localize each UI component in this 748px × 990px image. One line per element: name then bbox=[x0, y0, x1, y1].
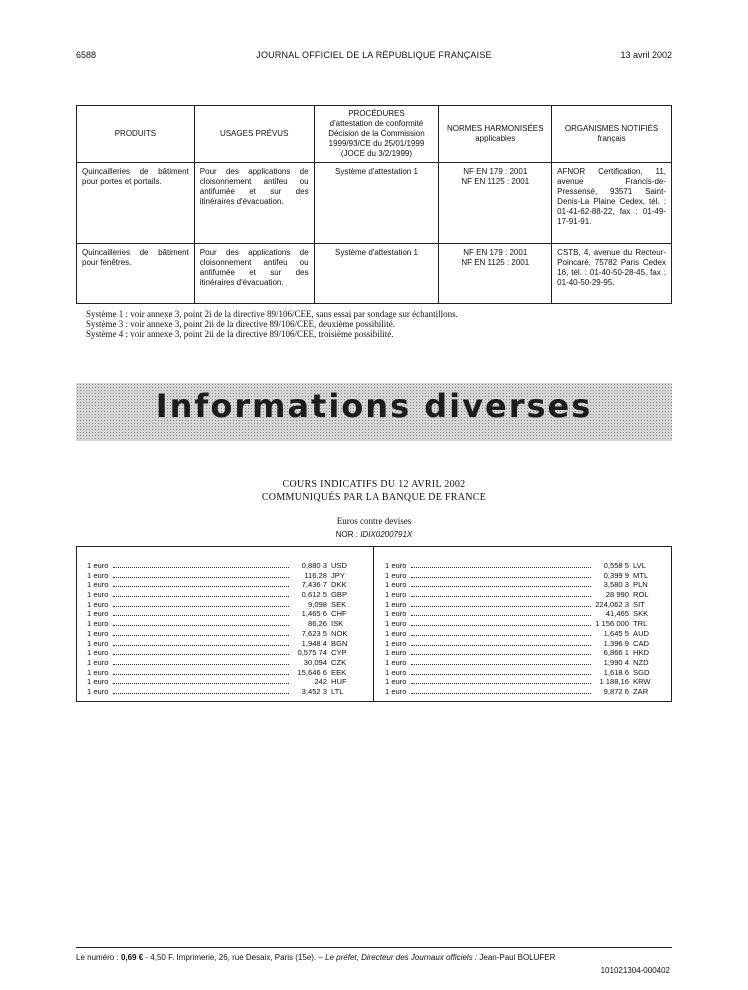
footer: Le numéro : 0,69 € - 4,50 F. Imprimerie, 26, rue Desaix, Paris (15e). – Le préfet, Directeur des Journaux officiels : Jean-Paul BOLUFER bbox=[76, 953, 556, 962]
leader-dots bbox=[411, 625, 591, 626]
rate-value: 28 990 bbox=[605, 590, 629, 600]
currency-code: SEK bbox=[331, 599, 347, 609]
price: 0,69 € bbox=[120, 953, 144, 962]
rate-row bbox=[87, 580, 359, 590]
table-header-row bbox=[77, 106, 672, 163]
rate-value: 1,618 6 bbox=[603, 667, 629, 677]
header-organismes: ORGANISMES NOTIFIÉS français bbox=[552, 106, 672, 163]
rate-row bbox=[385, 600, 661, 610]
currency-code: BGN bbox=[331, 638, 348, 648]
rate-value: 1,645 5 bbox=[603, 628, 629, 638]
currency-code: LVL bbox=[633, 561, 646, 570]
currency-code: HKD bbox=[633, 648, 650, 658]
exchange-rate-table bbox=[76, 546, 672, 702]
nor-reference: NOR : IDIX0200791X bbox=[335, 530, 413, 539]
rate-row bbox=[385, 609, 661, 619]
rate-row bbox=[87, 677, 359, 687]
rate-label: 1 euro bbox=[385, 599, 407, 609]
leader-dots bbox=[113, 683, 289, 684]
rate-value: 0,612 5 bbox=[301, 590, 327, 600]
rate-value: 1,948 4 bbox=[301, 638, 327, 648]
rate-value: 9,098 bbox=[307, 599, 327, 609]
currency-code: TRL bbox=[633, 619, 648, 629]
leader-dots bbox=[113, 596, 289, 597]
rate-row bbox=[385, 590, 661, 600]
currency-code: GBP bbox=[331, 590, 348, 600]
currency-code: ROL bbox=[633, 590, 649, 600]
currency-code: SIT bbox=[633, 599, 645, 609]
header-normes: NORMES HARMONISÉES applicables bbox=[439, 106, 552, 163]
cell-procedure: Système d'attestation 1 bbox=[314, 244, 439, 304]
rate-value: 6,866 1 bbox=[603, 648, 629, 658]
rate-label: 1 euro bbox=[385, 667, 407, 677]
rate-label: 1 euro bbox=[87, 570, 109, 580]
rate-value: 1 188,16 bbox=[599, 677, 629, 687]
rate-value: 1 156 000 bbox=[595, 619, 629, 629]
rate-row bbox=[87, 658, 359, 668]
rate-value: 9,872 6 bbox=[603, 686, 629, 696]
rate-label: 1 euro bbox=[385, 657, 407, 667]
leader-dots bbox=[411, 596, 591, 597]
column-divider bbox=[373, 547, 374, 701]
currency-code: USD bbox=[331, 561, 348, 570]
rate-value: 7,623 5 bbox=[301, 628, 327, 638]
currency-code: CYP bbox=[331, 648, 347, 658]
rate-value: 3,452 3 bbox=[301, 686, 327, 696]
section-title: Informations diverses bbox=[155, 387, 593, 425]
leader-dots bbox=[113, 635, 289, 636]
currency-code: PLN bbox=[633, 580, 648, 590]
currency-code: HUF bbox=[331, 677, 347, 687]
cell-produit: Quincailleries de bâtiment pour fenêtres. bbox=[77, 244, 195, 304]
rate-label: 1 euro bbox=[87, 561, 109, 570]
rate-value: 116,28 bbox=[304, 570, 327, 580]
rate-label: 1 euro bbox=[87, 657, 109, 667]
page-header bbox=[76, 50, 672, 64]
rate-label: 1 euro bbox=[385, 561, 407, 570]
currency-code: MTL bbox=[633, 570, 649, 580]
rate-value: 41,465 bbox=[605, 609, 629, 619]
rate-label: 1 euro bbox=[87, 590, 109, 600]
rate-row bbox=[87, 687, 359, 697]
leader-dots bbox=[411, 635, 591, 636]
currency-code: CAD bbox=[633, 638, 650, 648]
rate-label: 1 euro bbox=[87, 648, 109, 658]
rate-value: 1,990 4 bbox=[603, 657, 629, 667]
leader-dots bbox=[411, 606, 591, 607]
note-line: Système 3 : voir annexe 3, point 2ii de la directive 89/106/CEE, deuxième possibilité. bbox=[86, 319, 395, 329]
currency-code: LTL bbox=[331, 686, 344, 696]
rate-label: 1 euro bbox=[87, 638, 109, 648]
currency-code: AUD bbox=[633, 628, 650, 638]
rate-label: 1 euro bbox=[87, 667, 109, 677]
table-row bbox=[77, 244, 672, 304]
rate-value: 0,558 5 bbox=[603, 561, 629, 570]
cell-organisme: CSTB, 4, avenue du Recteur-Poincaré, 75782 Paris Cedex 16, tél. : 01-40-50-28-45, fax : 01-40-50-29-95. bbox=[552, 244, 672, 304]
currency-code: DKK bbox=[331, 580, 347, 590]
rate-label: 1 euro bbox=[87, 628, 109, 638]
rate-row bbox=[87, 609, 359, 619]
document-code: 101021304-000402 bbox=[600, 966, 670, 975]
page-number: 6588 bbox=[76, 50, 97, 60]
rate-value: 3,580 3 bbox=[603, 580, 629, 590]
rate-row bbox=[385, 658, 661, 668]
leader-dots bbox=[411, 674, 591, 675]
currency-code: JPY bbox=[331, 570, 345, 580]
footer-rule bbox=[76, 947, 672, 948]
currency-code: KRW bbox=[633, 677, 651, 687]
header-produits: PRODUITS bbox=[77, 106, 195, 163]
leader-dots bbox=[411, 664, 591, 665]
rate-label: 1 euro bbox=[87, 686, 109, 696]
currency-code: SGD bbox=[633, 667, 650, 677]
currency-code: CHF bbox=[331, 609, 347, 619]
rate-label: 1 euro bbox=[385, 580, 407, 590]
leader-dots bbox=[411, 586, 591, 587]
rate-label: 1 euro bbox=[385, 648, 407, 658]
rate-row bbox=[87, 668, 359, 678]
leader-dots bbox=[113, 674, 289, 675]
rate-value: 242 bbox=[314, 677, 327, 687]
currency-code: NOK bbox=[331, 628, 348, 638]
rate-row bbox=[385, 561, 661, 571]
note-line: Système 4 : voir annexe 3, point 2ii de la directive 89/106/CEE, troisième possibilité. bbox=[86, 329, 394, 339]
rate-row bbox=[87, 629, 359, 639]
rate-label: 1 euro bbox=[385, 570, 407, 580]
cours-subtitle: Euros contre devises bbox=[336, 516, 412, 526]
rate-label: 1 euro bbox=[385, 686, 407, 696]
cell-normes: NF EN 179 : 2001 NF EN 1125 : 2001 bbox=[439, 244, 552, 304]
leader-dots bbox=[411, 693, 591, 694]
leader-dots bbox=[113, 606, 289, 607]
leader-dots bbox=[411, 683, 591, 684]
currency-code: ISK bbox=[331, 619, 344, 629]
rate-row bbox=[385, 580, 661, 590]
rate-row bbox=[87, 619, 359, 629]
rate-row bbox=[87, 648, 359, 658]
rate-value: 0,575 74 bbox=[297, 648, 327, 658]
cell-normes: NF EN 179 : 2001 NF EN 1125 : 2001 bbox=[439, 163, 552, 244]
rate-row bbox=[385, 668, 661, 678]
rate-row bbox=[385, 629, 661, 639]
rate-row bbox=[87, 590, 359, 600]
product-table bbox=[76, 105, 672, 304]
rate-label: 1 euro bbox=[87, 609, 109, 619]
rate-value: 1,465 6 bbox=[301, 609, 327, 619]
table-row bbox=[77, 163, 672, 244]
rate-label: 1 euro bbox=[385, 628, 407, 638]
rate-value: 15,646 6 bbox=[297, 667, 327, 677]
rate-label: 1 euro bbox=[87, 599, 109, 609]
rates-right-column bbox=[385, 561, 661, 697]
rate-value: 7,436 7 bbox=[301, 580, 327, 590]
leader-dots bbox=[113, 567, 289, 568]
rate-value: 1,396 9 bbox=[603, 638, 629, 648]
currency-code: EEK bbox=[331, 667, 347, 677]
rate-label: 1 euro bbox=[385, 619, 407, 629]
rate-row bbox=[385, 619, 661, 629]
rate-row bbox=[385, 677, 661, 687]
currency-code: CZK bbox=[331, 657, 347, 667]
rate-label: 1 euro bbox=[385, 677, 407, 687]
rate-row bbox=[87, 561, 359, 571]
rate-label: 1 euro bbox=[385, 609, 407, 619]
leader-dots bbox=[113, 654, 289, 655]
cell-produit: Quincailleries de bâtiment pour portes et portails. bbox=[77, 163, 195, 244]
leader-dots bbox=[113, 577, 289, 578]
note-line: Système 1 : voir annexe 3, point 2i de la directive 89/106/CEE, sans essai par sondage sur échantillons. bbox=[86, 309, 458, 319]
system-notes bbox=[86, 309, 458, 339]
rate-row bbox=[385, 648, 661, 658]
rate-row bbox=[385, 639, 661, 649]
rate-value: 30,094 bbox=[303, 657, 327, 667]
leader-dots bbox=[113, 625, 289, 626]
cell-procedure: Système d'attestation 1 bbox=[314, 163, 439, 244]
cell-usage: Pour des applications de cloisonnement antifeu ou antifumée et sur des itinéraires d'évacuation. bbox=[194, 244, 314, 304]
leader-dots bbox=[411, 645, 591, 646]
issue-date: 13 avril 2002 bbox=[620, 50, 672, 60]
rate-value: 0,880 3 bbox=[301, 561, 327, 570]
rate-value: 0,399 9 bbox=[603, 570, 629, 580]
rates-left-column bbox=[87, 561, 359, 697]
rate-row bbox=[87, 600, 359, 610]
rate-value: 86,26 bbox=[307, 619, 327, 629]
leader-dots bbox=[113, 615, 289, 616]
cell-organisme: AFNOR Certification, 11, avenue Francis-de-Pressensé, 93571 Saint-Denis-La Plaine Cedex, tél. : 01-41-62-88-22, fax : 01-49-17-91-91. bbox=[552, 163, 672, 244]
cell-usage: Pour des applications de cloisonnement antifeu ou antifumée et sur des itinéraires d'évacuation. bbox=[194, 163, 314, 244]
journal-title: JOURNAL OFFICIEL DE LA RÉPUBLIQUE FRANÇAISE bbox=[256, 50, 492, 60]
leader-dots bbox=[113, 664, 289, 665]
director-name: Jean-Paul BOLUFER bbox=[479, 953, 556, 962]
rate-label: 1 euro bbox=[87, 619, 109, 629]
currency-code: SKK bbox=[633, 609, 649, 619]
leader-dots bbox=[411, 615, 591, 616]
rate-label: 1 euro bbox=[87, 677, 109, 687]
currency-code: NZD bbox=[633, 657, 649, 667]
cours-title: COURS INDICATIFS DU 12 AVRIL 2002 COMMUNIQUÉS PAR LA BANQUE DE FRANCE bbox=[261, 479, 487, 503]
rate-row bbox=[87, 571, 359, 581]
rate-row bbox=[87, 639, 359, 649]
rate-row bbox=[385, 687, 661, 697]
rate-row bbox=[385, 571, 661, 581]
rate-value: 224,062 3 bbox=[595, 599, 629, 609]
rate-label: 1 euro bbox=[385, 590, 407, 600]
leader-dots bbox=[411, 567, 591, 568]
currency-code: ZAR bbox=[633, 686, 649, 696]
leader-dots bbox=[113, 586, 289, 587]
leader-dots bbox=[411, 577, 591, 578]
leader-dots bbox=[411, 654, 591, 655]
rate-label: 1 euro bbox=[385, 638, 407, 648]
section-banner bbox=[76, 383, 672, 441]
header-procedures: PROCÉDURES d'attestation de conformité Décision de la Commission 1999/93/CE du 25/01/1999 (JOCE du 3/2/1999) bbox=[314, 106, 439, 163]
header-usages: USAGES PRÉVUS bbox=[194, 106, 314, 163]
rate-label: 1 euro bbox=[87, 580, 109, 590]
leader-dots bbox=[113, 693, 289, 694]
leader-dots bbox=[113, 645, 289, 646]
